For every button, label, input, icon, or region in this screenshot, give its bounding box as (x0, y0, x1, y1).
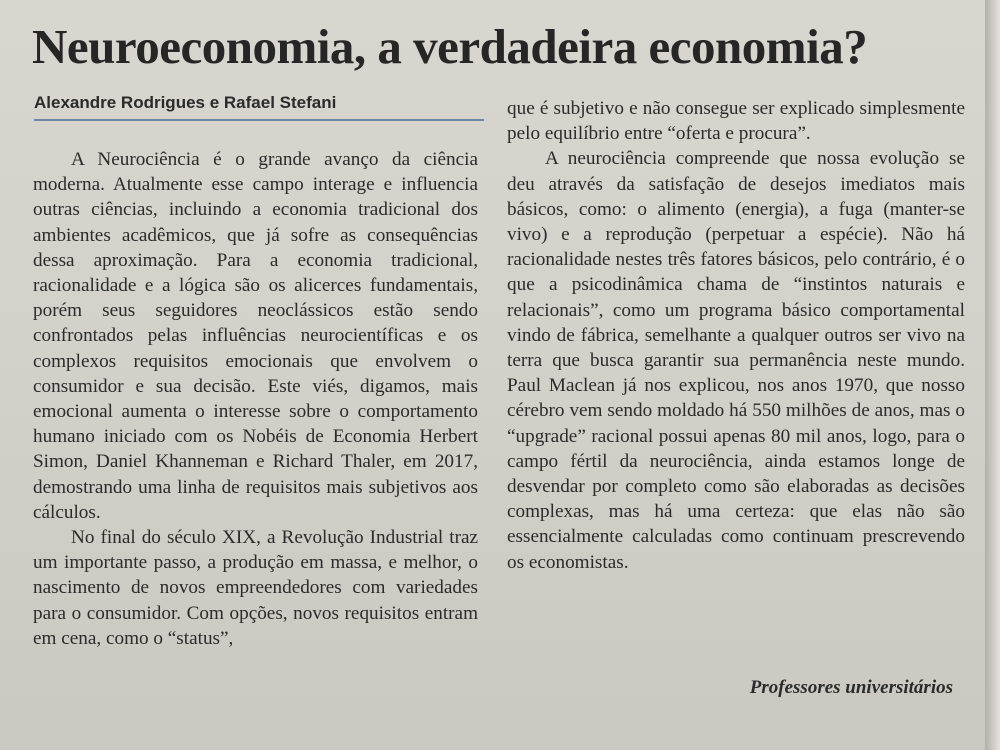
article-title: Neuroeconomia, a verdadeira economia? (32, 19, 868, 74)
paragraph-2: No final do século XIX, a Revolução Industrial traz um importante passo, a produção em massa, e melhor, o nascimento de novos empreendedores com variedades para o consumidor. Com opções, novos requisitos entram em cena, como o “status”, (33, 527, 478, 649)
paragraph-1: A Neurociência é o grande avanço da ciência moderna. Atualmente esse campo interage e influencia outras ciências, incluindo a economia tradicional dos ambientes acadêmicos, que já sofre as consequências dessa aproximação. Para a economia tradicional, racionalidade e a lógica são os alicerces fundamentais, porém seus seguidores neoclássicos estão sendo confrontados pelas influências neurocientíficas e os complexos requisitos emocionais que envolvem o consumidor e sua decisão. Este viés, digamos, mais emocional aumenta o interesse sobre o comportamento humano iniciado com os Nobéis de Economia Herbert Simon, Daniel Khanneman e Richard Thaler, em 2017, demostrando uma linha de requisitos mais subjetivos aos cálculos. (33, 149, 478, 523)
article-byline: Alexandre Rodrigues e Rafael Stefani (34, 93, 484, 121)
article-column-left (33, 147, 478, 651)
paragraph-4: A neurociência compreende que nossa evolução se deu através da satisfação de desejos imediatos mais básicos, como: o alimento (energia), a fuga (manter-se vivo) e a reprodução (perpetuar a espécie). Não há racionalidade nestes três fatores básicos, pelo contrário, é o que a psicodinâmica chama de “instintos naturais e relacionais”, como um programa básico comportamental vindo de fábrica, semelhante a qualquer outros ser vivo na terra que busca garantir sua permanência neste mundo. Paul Maclean já nos explicou, nos anos 1970, que nosso cérebro vem sendo moldado há 550 milhões de anos, mas o “upgrade” racional possui apenas 80 mil anos, logo, para o campo fértil da neurociência, ainda estamos longe de desvendar por completo como são elaboradas as decisões complexas, mas há uma certeza: que elas não são essencialmente calculadas como continuam prescrevendo os economistas. (507, 148, 965, 573)
page-edge (985, 0, 1000, 750)
article-column-right (507, 96, 965, 575)
author-signature: Professores universitários (749, 677, 953, 698)
paragraph-3: que é subjetivo e não consegue ser explicado simplesmente pelo equilíbrio entre “oferta e procura”. (507, 98, 965, 145)
